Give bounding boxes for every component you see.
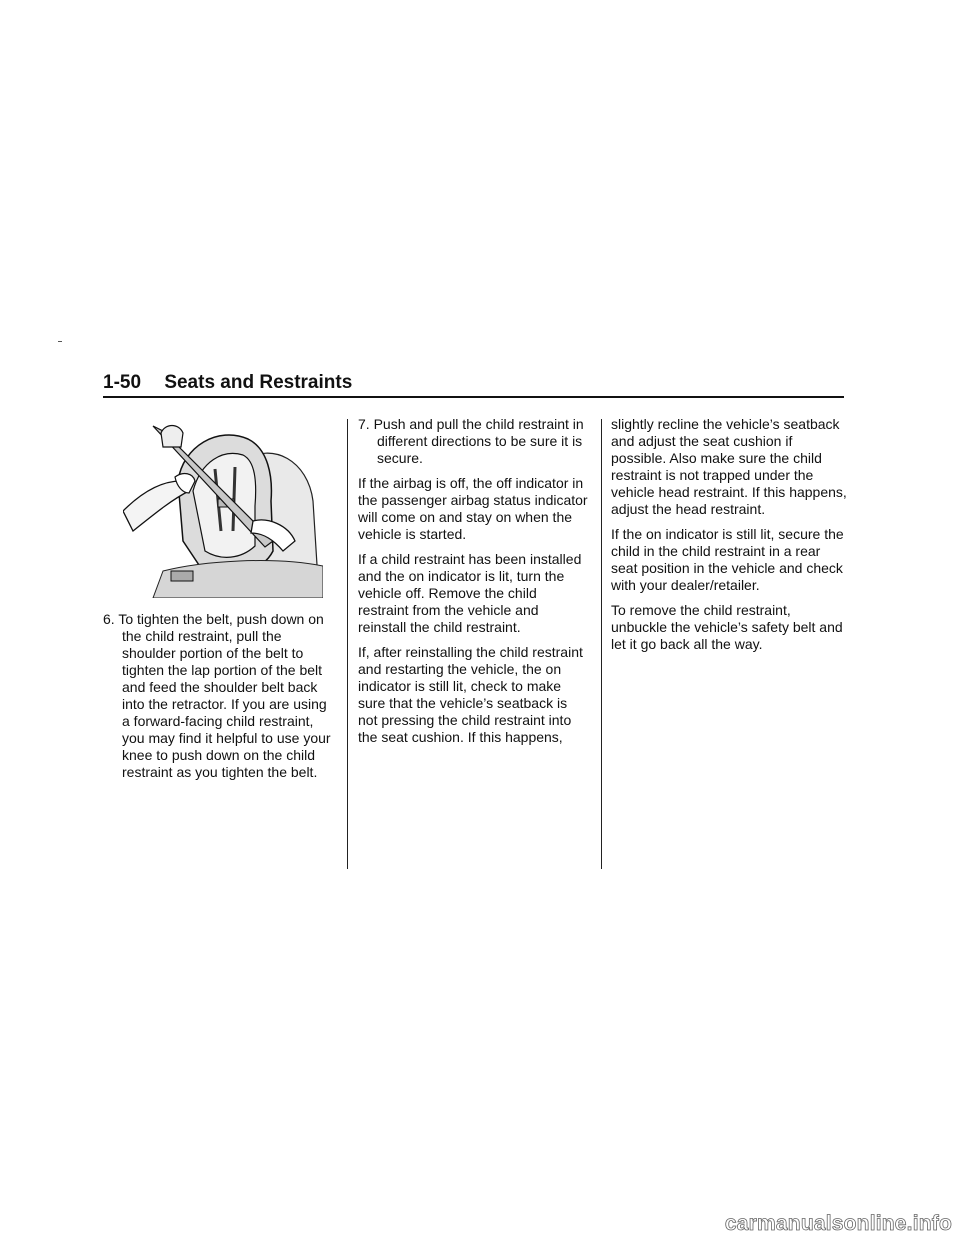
step-6-text: To tighten the belt, push down on the child restraint, pull the shoulder portion of the belt to tighten the lap portion of the belt and feed the shoulder belt back into the retractor. If you are using a forward-facing child restraint, you may find it helpful to use your knee to push down on the child restraint as you tighten the belt. (118, 611, 331, 780)
step-7-text: Push and pull the child restraint in different directions to be sure it is secure. (373, 416, 584, 466)
column-3 (611, 416, 847, 661)
column-2 (358, 416, 588, 754)
paragraph: If the on indicator is still lit, secure the child in the child restraint in a rear seat position in the vehicle and check with your dealer/retailer. (611, 526, 844, 593)
page-number: 1-50 (103, 372, 142, 393)
column-divider-1 (347, 419, 348, 869)
paragraph: If a child restraint has been installed and the on indicator is lit, turn the vehicle off. Remove the child restraint from the vehicle and reinstall the child restraint. (358, 551, 582, 635)
page-header (103, 372, 844, 398)
watermark: carmanualsonline.info (724, 1212, 952, 1235)
step-6 (103, 611, 333, 781)
paragraph: To remove the child restraint, unbuckle the vehicle’s safety belt and let it go back all the way. (611, 602, 843, 652)
paragraph: slightly recline the vehicle’s seatback and adjust the seat cushion if possible. Also make sure the child restraint is not trapped under the vehicle head restraint. If this happens, adjust the head restraint. (611, 416, 847, 517)
step-7-number: 7. (358, 416, 370, 432)
child-seat-illustration (123, 421, 323, 598)
section-title: Seats and Restraints (164, 372, 353, 393)
paragraph: If the airbag is off, the off indicator in the passenger airbag status indicator will come on and stay on when the vehicle is started. (358, 475, 588, 542)
paragraph: If, after reinstalling the child restraint and restarting the vehicle, the on indicator is still lit, check to make sure that the vehicle’s seatback is not pressing the child restraint into the seat cushion. If this happens, (358, 644, 583, 745)
step-7 (358, 416, 588, 467)
crop-mark (58, 341, 62, 342)
column-divider-2 (601, 419, 602, 869)
step-6-number: 6. (103, 611, 115, 627)
column-1 (103, 611, 333, 789)
